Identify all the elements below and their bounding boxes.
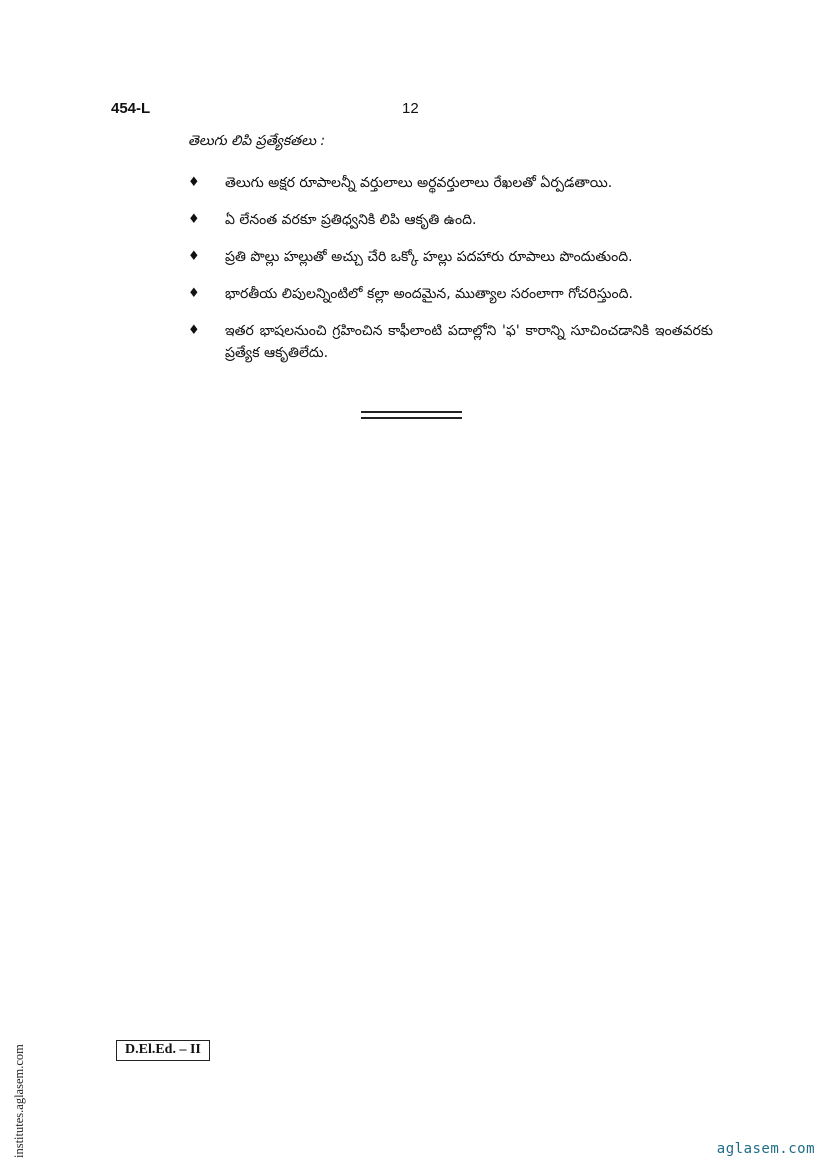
diamond-bullet-icon: ♦ bbox=[188, 175, 200, 190]
list-item-text: ఏ లేనంత వరకూ ప్రతిధ్వనికి లిపి ఆకృతి ఉంది. bbox=[225, 212, 477, 228]
section-heading: తెలుగు లిపి ప్రత్యేకతలు : bbox=[188, 133, 326, 149]
list-item bbox=[188, 209, 713, 231]
list-item bbox=[188, 172, 713, 194]
end-of-section-rule bbox=[361, 411, 462, 419]
list-item-text: ప్రతి పొల్లు హల్లుతో అచ్చు చేరి ఒక్కో హల్లు పదహారు రూపాలు పొందుతుంది. bbox=[225, 249, 633, 265]
diamond-bullet-icon: ♦ bbox=[188, 323, 200, 338]
diamond-bullet-icon: ♦ bbox=[188, 249, 200, 264]
diamond-bullet-icon: ♦ bbox=[188, 212, 200, 227]
paper-code: 454-L bbox=[111, 100, 151, 117]
feature-list bbox=[188, 172, 713, 379]
diamond-bullet-icon: ♦ bbox=[188, 286, 200, 301]
list-item-text: ఇతర భాషలనుంచి గ్రహించిన కాఫీలాంటి పదాల్లోని 'ఫ' కారాన్ని సూచించడానికి ఇంతవరకు ప్రత్యేక ఆకృతిలేదు. bbox=[225, 323, 713, 361]
list-item bbox=[188, 320, 713, 364]
list-item bbox=[188, 246, 713, 268]
page-number: 12 bbox=[402, 100, 419, 117]
list-item-text: తెలుగు అక్షర రూపాలన్నీ వర్తులాలు అర్థవర్తులాలు రేఖలతో ఏర్పడతాయి. bbox=[225, 175, 613, 191]
course-label: D.El.Ed. – II bbox=[116, 1040, 210, 1061]
bottom-watermark: aglasem.com bbox=[716, 1141, 815, 1157]
side-watermark: institutes.aglasem.com bbox=[12, 1044, 26, 1158]
list-item-text: భారతీయ లిపులన్నింటిలో కల్లా అందమైన, ముత్యాల సరంలాగా గోచరిస్తుంది. bbox=[225, 286, 633, 302]
list-item bbox=[188, 283, 713, 305]
